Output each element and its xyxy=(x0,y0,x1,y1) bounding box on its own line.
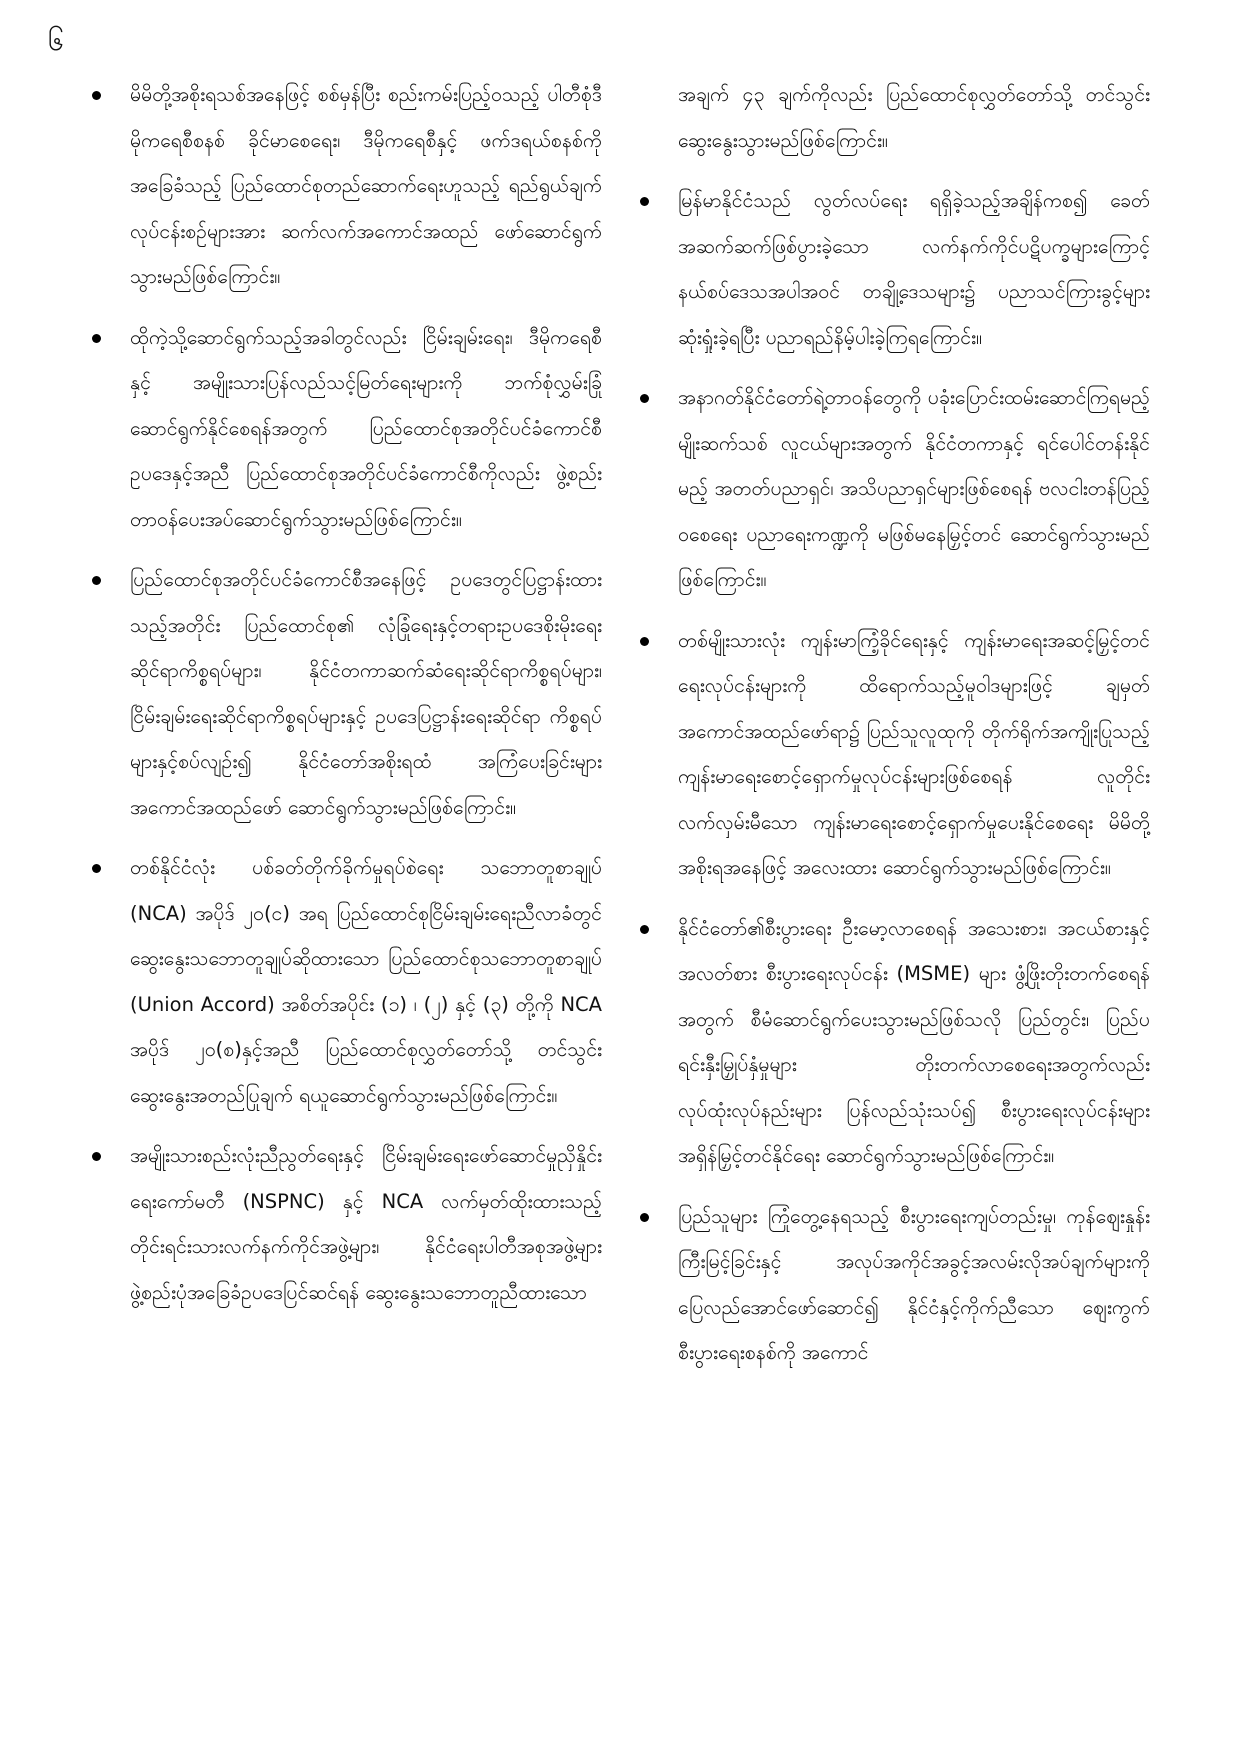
bullet-item xyxy=(640,178,1150,360)
bullet-item xyxy=(92,557,602,830)
bullet-item xyxy=(92,315,602,543)
bullet-icon xyxy=(640,197,649,206)
bullet-item xyxy=(92,72,602,300)
bullet-text: မြန်မာနိုင်ငံသည် လွတ်လပ်ရေး ရရှိခဲ့သည့်အချိန်ကစ၍ ခေတ်အဆက်ဆက်ဖြစ်ပွားခဲ့သော လက်နက်ကိုင်ပဋိပက္ခများကြောင့် နယ်စပ်ဒေသအပါအဝင် တချို့ဒေသများ၌ ပညာသင်ကြားခွင့်များဆုံးရှုံးခဲ့ရပြီး ပညာရည်နိမ့်ပါးခဲ့ကြရကြောင်း။ xyxy=(678,189,1150,349)
bullet-text: ပြည်သူများ ကြုံတွေ့နေရသည့် စီးပွားရေးကျပ်တည်းမှု၊ ကုန်ဈေးနှုန်းကြီးမြင့်ခြင်းနှင့် အလုပ်အကိုင်အခွင့်အလမ်းလိုအပ်ချက်များကို ပြေလည်အောင်ဖော်ဆောင်၍ နိုင်ငံနှင့်ကိုက်ညီသော ဈေးကွက်စီးပွားရေးစနစ်ကို အကောင် xyxy=(678,1204,1150,1364)
bullet-item xyxy=(640,906,1150,1179)
bullet-icon xyxy=(92,91,101,100)
bullet-icon xyxy=(640,1213,649,1222)
bullet-icon xyxy=(640,925,649,934)
bullet-icon xyxy=(92,864,101,873)
bullet-icon xyxy=(92,1152,101,1161)
bullet-text: နိုင်ငံတော်၏စီးပွားရေး ဦးမော့လာစေရန် အသေးစား၊ အငယ်စားနှင့် အလတ်စား စီးပွားရေးလုပ်ငန်း (MSME) များ ဖွံ့ဖြိုးတိုးတက်စေရန်အတွက် စီမံဆောင်ရွက်ပေးသွားမည်ဖြစ်သလို ပြည်တွင်း၊ ပြည်ပရင်းနှီးမြှုပ်နှံမှုများ တိုးတက်လာစေရေးအတွက်လည်း လုပ်ထုံးလုပ်နည်းများ ပြန်လည်သုံးသပ်၍ စီးပွားရေးလုပ်ငန်းများ အရှိန်မြှင့်တင်နိုင်ရေး ဆောင်ရွက်သွားမည်ဖြစ်ကြောင်း။ xyxy=(678,916,1150,1167)
bullet-icon xyxy=(92,334,101,343)
bullet-text: အမျိုးသားစည်းလုံးညီညွတ်ရေးနှင့် ငြိမ်းချမ်းရေးဖော်ဆောင်မှုညှိနှိုင်းရေးကော်မတီ (NSPNC) နှင့် NCA လက်မှတ်ထိုးထားသည့် တိုင်းရင်းသားလက်နက်ကိုင်အဖွဲ့များ၊ နိုင်ငံရေးပါတီအစုအဖွဲ့များ ဖွဲ့စည်းပုံအခြေခံဥပဒေပြင်ဆင်ရန် ဆွေးနွေးသဘောတူညီထားသော xyxy=(130,1144,602,1304)
bullet-text: ပြည်ထောင်စုအတိုင်ပင်ခံကောင်စီအနေဖြင့် ဥပဒေတွင်ပြဋ္ဌာန်းထားသည့်အတိုင်း ပြည်ထောင်စု၏ လုံခြုံရေးနှင့်တရားဥပဒေစိုးမိုးရေးဆိုင်ရာကိစ္စရပ်များ၊ နိုင်ငံတကာဆက်ဆံရေးဆိုင်ရာကိစ္စရပ်များ၊ ငြိမ်းချမ်းရေးဆိုင်ရာကိစ္စရပ်များနှင့် ဥပဒေပြဋ္ဌာန်းရေးဆိုင်ရာ ကိစ္စရပ်များနှင့်စပ်လျဉ်း၍ နိုင်ငံတော်အစိုးရထံ အကြံပေးခြင်းများ အကောင်အထည်ဖော် ဆောင်ရွက်သွားမည်ဖြစ်ကြောင်း။ xyxy=(130,568,602,819)
bullet-item xyxy=(92,1133,602,1315)
continued-paragraph: အချက် ၄၃ ချက်ကိုလည်း ပြည်ထောင်စုလွှတ်တော်သို့ တင်သွင်းဆွေးနွေးသွားမည်ဖြစ်ကြောင်း။ xyxy=(678,83,1150,152)
bullet-item xyxy=(640,618,1150,891)
bullet-text: ထိုကဲ့သို့ဆောင်ရွက်သည့်အခါတွင်လည်း ငြိမ်းချမ်းရေး၊ ဒီမိုကရေစီနှင့် အမျိုးသားပြန်လည်သင့်မြတ်ရေးများကို ဘက်စုံလွှမ်းခြုံဆောင်ရွက်နိုင်စေရန်အတွက် ပြည်ထောင်စုအတိုင်ပင်ခံကောင်စီဥပဒေနှင့်အညီ ပြည်ထောင်စုအတိုင်ပင်ခံကောင်စီကိုလည်း ဖွဲ့စည်းတာဝန်ပေးအပ်ဆောင်ရွက်သွားမည်ဖြစ်ကြောင်း။ xyxy=(130,325,602,531)
bullet-icon xyxy=(640,637,649,646)
bullet-text: မိမိတို့အစိုးရသစ်အနေဖြင့် စစ်မှန်ပြီး စည်းကမ်းပြည့်ဝသည့် ပါတီစုံဒီမိုကရေစီစနစ် ခိုင်မာစေရေး၊ ဒီမိုကရေစီနှင့် ဖက်ဒရယ်စနစ်ကိုအခြေခံသည့် ပြည်ထောင်စုတည်ဆောက်ရေးဟူသည့် ရည်ရွယ်ချက်လုပ်ငန်းစဉ်များအား ဆက်လက်အကောင်အထည် ဖော်ဆောင်ရွက်သွားမည်ဖြစ်ကြောင်း။ xyxy=(130,83,602,288)
bullet-item xyxy=(640,375,1150,603)
bullet-text: တစ်နိုင်ငံလုံး ပစ်ခတ်တိုက်ခိုက်မှုရပ်စဲရေး သဘောတူစာချုပ် (NCA) အပိုဒ် ၂၀(င) အရ ပြည်ထောင်စုငြိမ်းချမ်းရေးညီလာခံတွင် ဆွေးနွေးသဘောတူချုပ်ဆိုထားသော ပြည်ထောင်စုသဘောတူစာချုပ် (Union Accord) အစိတ်အပိုင်း (၁) ၊ (၂) နှင့် (၃) တို့ကို NCA အပိုဒ် ၂၀(စ)နှင့်အညီ ပြည်ထောင်စုလွှတ်တော်သို့ တင်သွင်းဆွေးနွေးအတည်ပြုချက် ရယူဆောင်ရွက်သွားမည်ဖြစ်ကြောင်း။ xyxy=(130,856,602,1107)
page-number: ၆ xyxy=(48,24,64,57)
bullet-text: အနာဂတ်နိုင်ငံတော်ရဲ့တာဝန်တွေကို ပခုံးပြောင်းထမ်းဆောင်ကြရမည့် မျိုးဆက်သစ် လူငယ်များအတွက် နိုင်ငံတကာနှင့် ရင်ပေါင်တန်းနိုင်မည့် အတတ်ပညာရှင်၊ အသိပညာရှင်များဖြစ်စေရန် ဗလငါးတန်ပြည့်ဝစေရေး ပညာရေးကဏ္ဍကို မဖြစ်မနေမြှင့်တင် ဆောင်ရွက်သွားမည်ဖြစ်ကြောင်း။ xyxy=(678,386,1150,591)
bullet-item xyxy=(92,845,602,1118)
left-column xyxy=(92,72,602,1330)
bullet-text: တစ်မျိုးသားလုံး ကျန်းမာကြံ့ခိုင်ရေးနှင့် ကျန်းမာရေးအဆင့်မြှင့်တင်ရေးလုပ်ငန်းများကို ထိရောက်သည့်မူဝါဒများဖြင့် ချမှတ်အကောင်အထည်ဖော်ရာ၌ ပြည်သူလူထုကို တိုက်ရိုက်အကျိုးပြုသည့် ကျန်းမာရေးစောင့်ရှောက်မှုလုပ်ငန်းများဖြစ်စေရန် လူတိုင်းလက်လှမ်းမီသော ကျန်းမာရေးစောင့်ရှောက်မှုပေးနိုင်စေရေး မိမိတို့အစိုးရအနေဖြင့် အလေးထား ဆောင်ရွက်သွားမည်ဖြစ်ကြောင်း။ xyxy=(678,628,1150,879)
bullet-icon xyxy=(92,576,101,585)
bullet-icon xyxy=(640,394,649,403)
bullet-item xyxy=(640,1194,1150,1376)
right-column xyxy=(640,72,1150,1391)
